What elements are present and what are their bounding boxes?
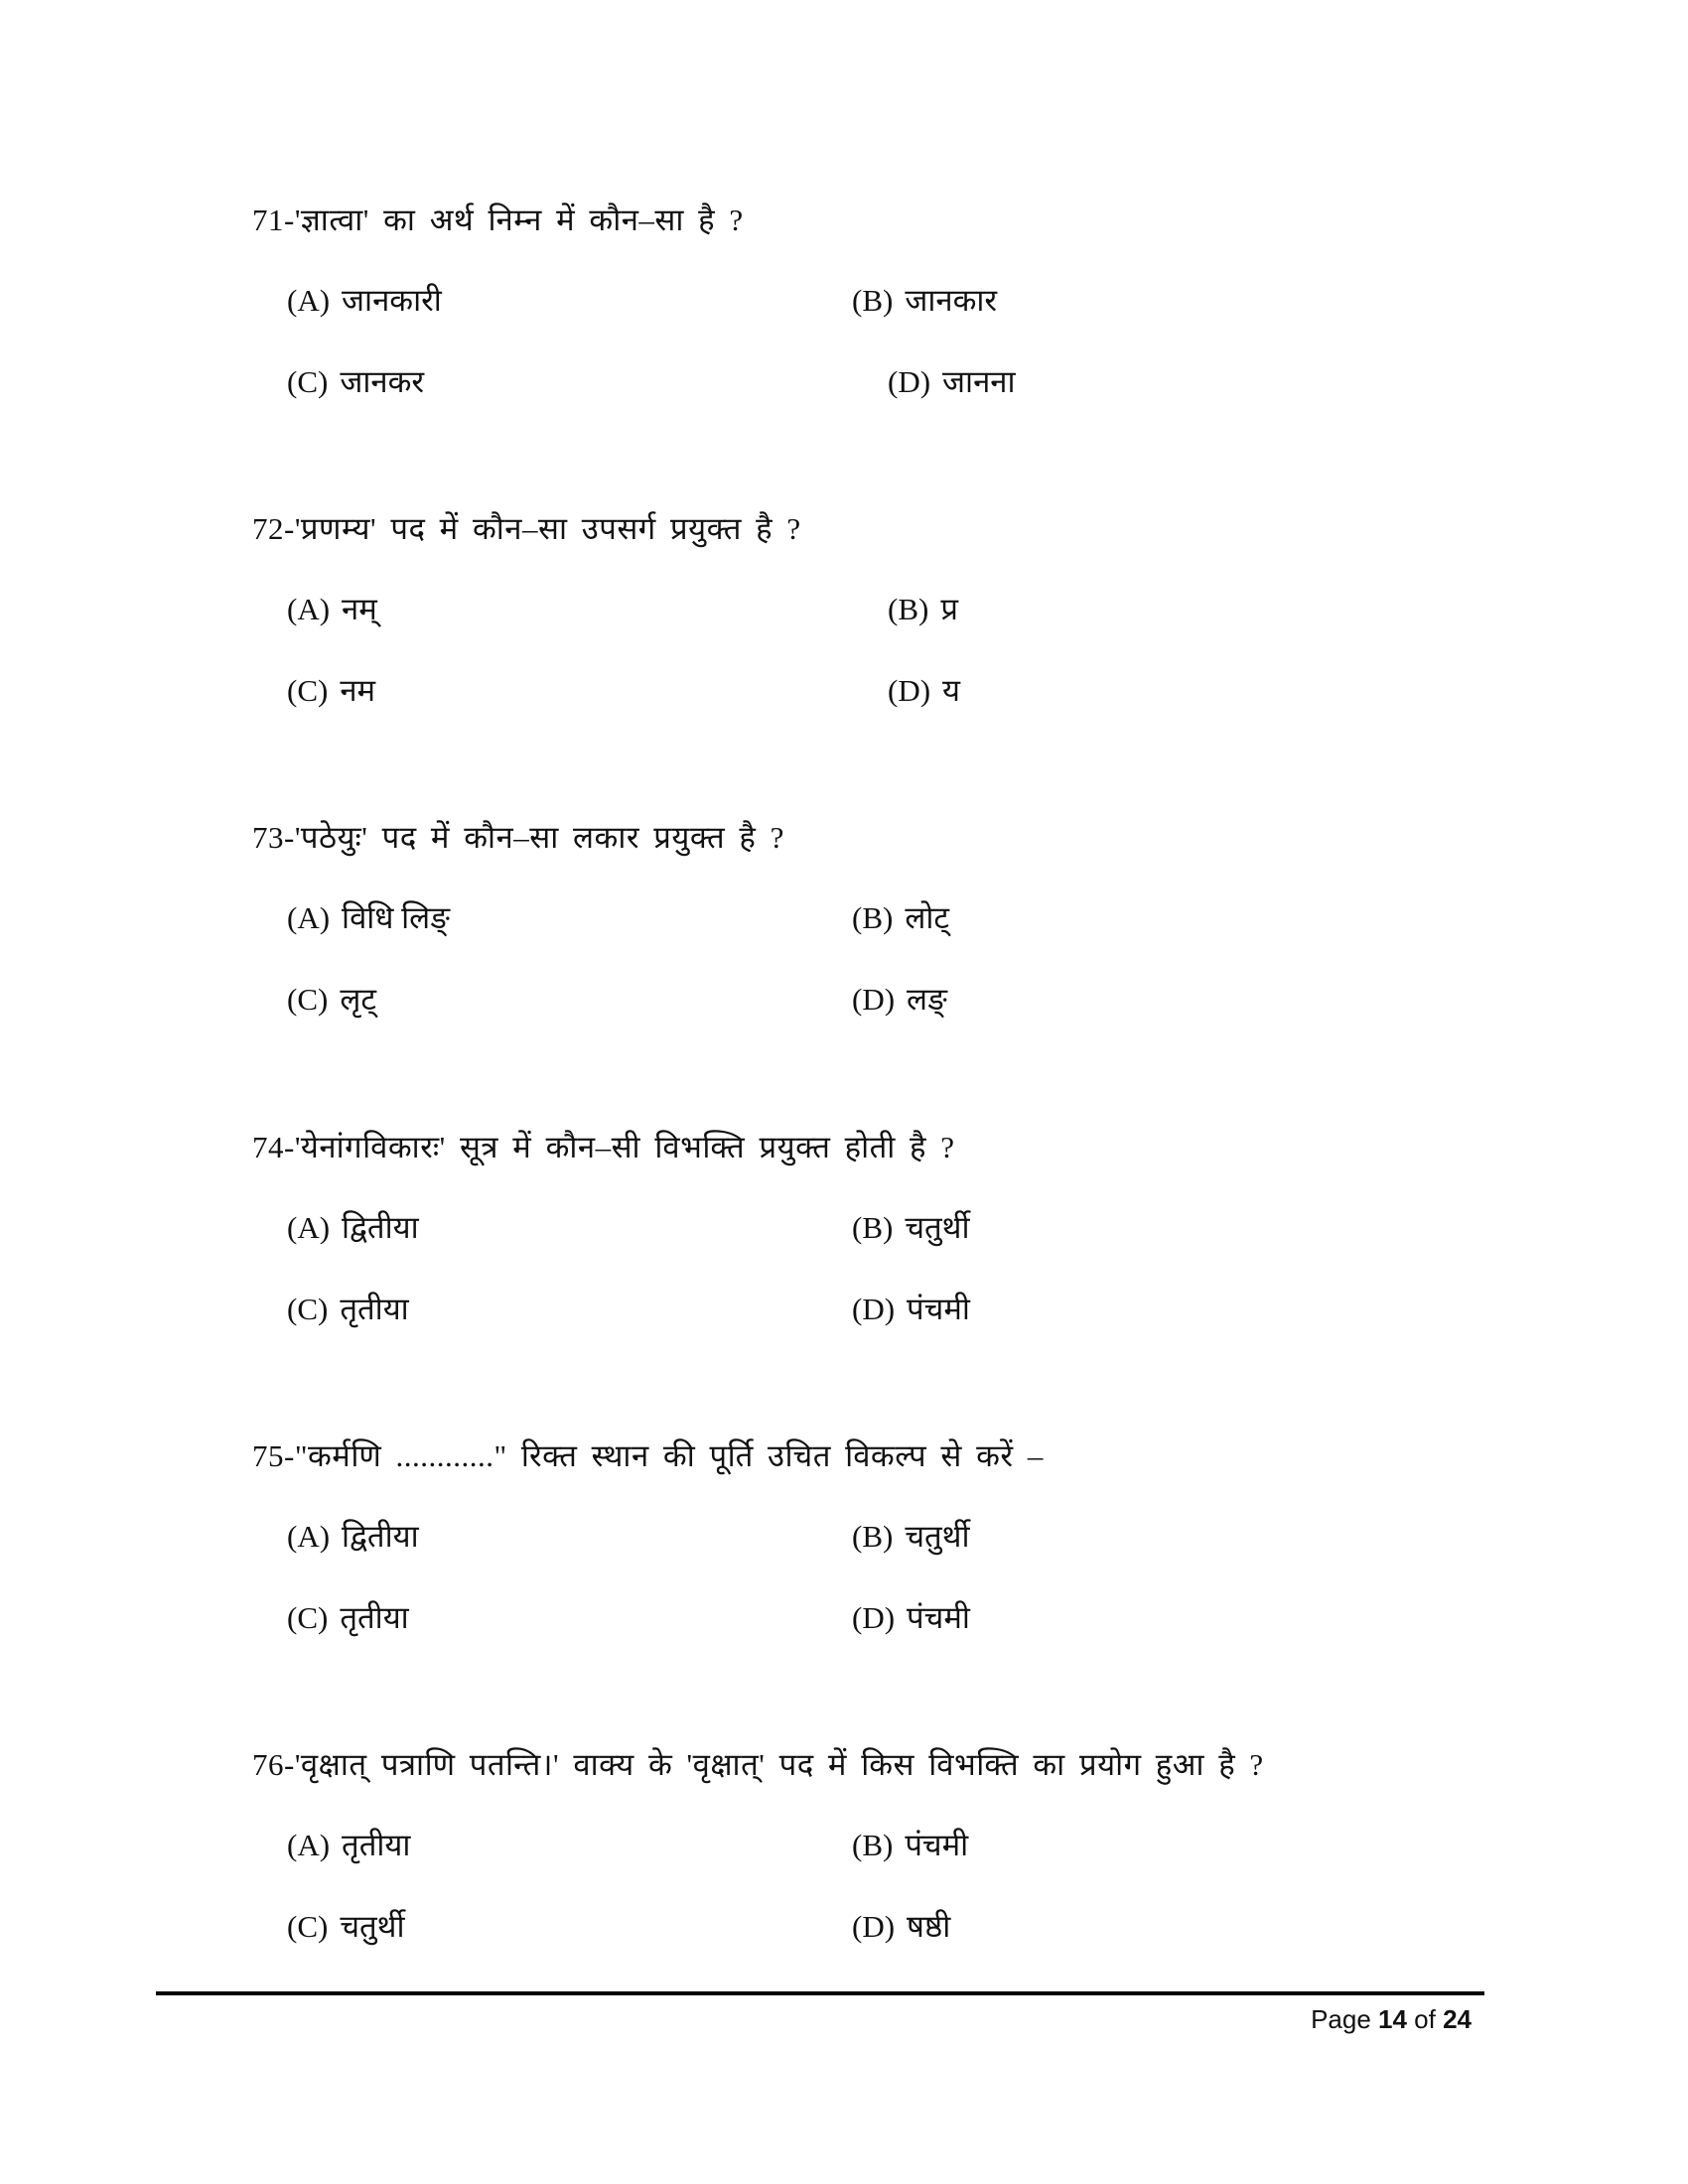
option-c <box>287 1290 409 1329</box>
option-text: पंचमी <box>905 1828 969 1862</box>
question-stem: 'ज्ञात्वा' का अर्थ निम्न में कौन–सा है ? <box>294 203 744 237</box>
option-d <box>888 671 960 711</box>
option-label: (B) <box>852 900 894 935</box>
option-text: जानना <box>942 364 1016 399</box>
option-label: (C) <box>287 673 329 708</box>
option-label: (A) <box>287 900 331 935</box>
option-text: पंचमी <box>907 1292 970 1326</box>
option-d <box>888 362 1016 402</box>
question-74 <box>252 1128 1543 1386</box>
option-label: (B) <box>888 592 929 626</box>
option-b <box>852 281 997 321</box>
question-stem: 'पठेयुः' पद में कौन–सा लकार प्रयुक्त है ? <box>294 820 784 855</box>
option-label: (D) <box>852 1600 896 1635</box>
question-text <box>252 1745 1264 1785</box>
option-d <box>852 1598 970 1638</box>
option-c <box>287 671 375 711</box>
option-a <box>287 1826 410 1865</box>
option-d <box>852 1290 970 1329</box>
option-label: (D) <box>852 982 896 1017</box>
question-75 <box>252 1436 1543 1695</box>
option-text: जानकारी <box>342 283 442 318</box>
option-text: तृतीया <box>340 1600 409 1635</box>
option-label: (B) <box>852 283 894 318</box>
option-b <box>888 590 958 629</box>
option-label: (B) <box>852 1828 894 1862</box>
option-label: (C) <box>287 364 329 399</box>
option-label: (D) <box>888 673 931 708</box>
option-text: चतुर्थी <box>905 1210 970 1245</box>
option-text: विधि लिङ् <box>342 900 450 935</box>
option-label: (A) <box>287 1519 331 1554</box>
question-stem: 'प्रणम्य' पद में कौन–सा उपसर्ग प्रयुक्त है ? <box>294 511 801 546</box>
option-label: (A) <box>287 1828 331 1862</box>
option-a <box>287 898 450 938</box>
option-text: जानकार <box>905 283 998 318</box>
option-b <box>852 1208 970 1248</box>
option-label: (A) <box>287 283 331 318</box>
option-b <box>852 898 949 938</box>
option-label: (A) <box>287 1210 331 1245</box>
option-c <box>287 1907 405 1947</box>
option-label: (D) <box>888 364 931 399</box>
page-number <box>1311 2003 1472 2035</box>
page-current: 14 <box>1378 2004 1407 2034</box>
option-a <box>287 1208 419 1248</box>
option-a <box>287 1517 419 1557</box>
option-text: द्वितीया <box>342 1519 419 1554</box>
question-text <box>252 1436 1044 1476</box>
option-text: पंचमी <box>907 1600 970 1635</box>
page-prefix: Page <box>1311 2004 1379 2034</box>
question-76 <box>252 1745 1543 2003</box>
option-text: लृट् <box>340 982 376 1017</box>
option-label: (A) <box>287 592 331 626</box>
question-stem: 'वृक्षात् पत्राणि पतन्ति।' वाक्य के 'वृक्षात्' पद में किस विभक्ति का प्रयोग हुआ है ? <box>294 1747 1264 1782</box>
option-text: षष्ठी <box>907 1909 951 1944</box>
option-label: (B) <box>852 1210 894 1245</box>
option-b <box>852 1517 970 1557</box>
option-c <box>287 1598 409 1638</box>
option-label: (C) <box>287 1909 329 1944</box>
option-text: चतुर्थी <box>340 1909 405 1944</box>
question-number: 73- <box>252 820 295 855</box>
option-text: द्वितीया <box>342 1210 419 1245</box>
option-c <box>287 980 376 1020</box>
option-text: चतुर्थी <box>905 1519 970 1554</box>
option-text: प्र <box>940 592 958 626</box>
option-label: (C) <box>287 1292 329 1326</box>
option-label: (B) <box>852 1519 894 1554</box>
option-text: तृतीया <box>342 1828 411 1862</box>
option-label: (D) <box>852 1909 896 1944</box>
page-of: of <box>1406 2004 1444 2034</box>
question-71 <box>252 201 1543 459</box>
option-text: नम <box>340 673 376 708</box>
question-73 <box>252 818 1543 1076</box>
option-a <box>287 281 442 321</box>
option-text: तृतीया <box>340 1292 409 1326</box>
option-a <box>287 590 377 629</box>
question-number: 75- <box>252 1438 295 1473</box>
option-text: नम् <box>342 592 377 626</box>
option-c <box>287 362 424 402</box>
question-text <box>252 1128 955 1167</box>
footer-divider <box>156 1991 1484 1995</box>
option-text: लङ् <box>907 982 947 1017</box>
question-text <box>252 201 744 240</box>
question-number: 71- <box>252 203 295 237</box>
question-number: 74- <box>252 1130 295 1164</box>
question-stem: 'येनांगविकारः' सूत्र में कौन–सी विभक्ति प्रयुक्त होती है ? <box>294 1130 955 1164</box>
option-label: (D) <box>852 1292 896 1326</box>
question-text <box>252 818 784 858</box>
option-label: (C) <box>287 1600 329 1635</box>
question-stem: "कर्मणि ............" रिक्त स्थान की पूर्ति उचित विकल्प से करें – <box>294 1438 1044 1473</box>
option-label: (C) <box>287 982 329 1017</box>
page-total: 24 <box>1443 2004 1472 2034</box>
option-d <box>852 1907 950 1947</box>
option-b <box>852 1826 968 1865</box>
option-text: लोट् <box>905 900 949 935</box>
question-number: 76- <box>252 1747 295 1782</box>
option-text: जानकर <box>340 364 425 399</box>
option-text: य <box>942 673 961 708</box>
question-72 <box>252 509 1543 767</box>
question-number: 72- <box>252 511 295 546</box>
question-text <box>252 509 801 549</box>
option-d <box>852 980 947 1020</box>
